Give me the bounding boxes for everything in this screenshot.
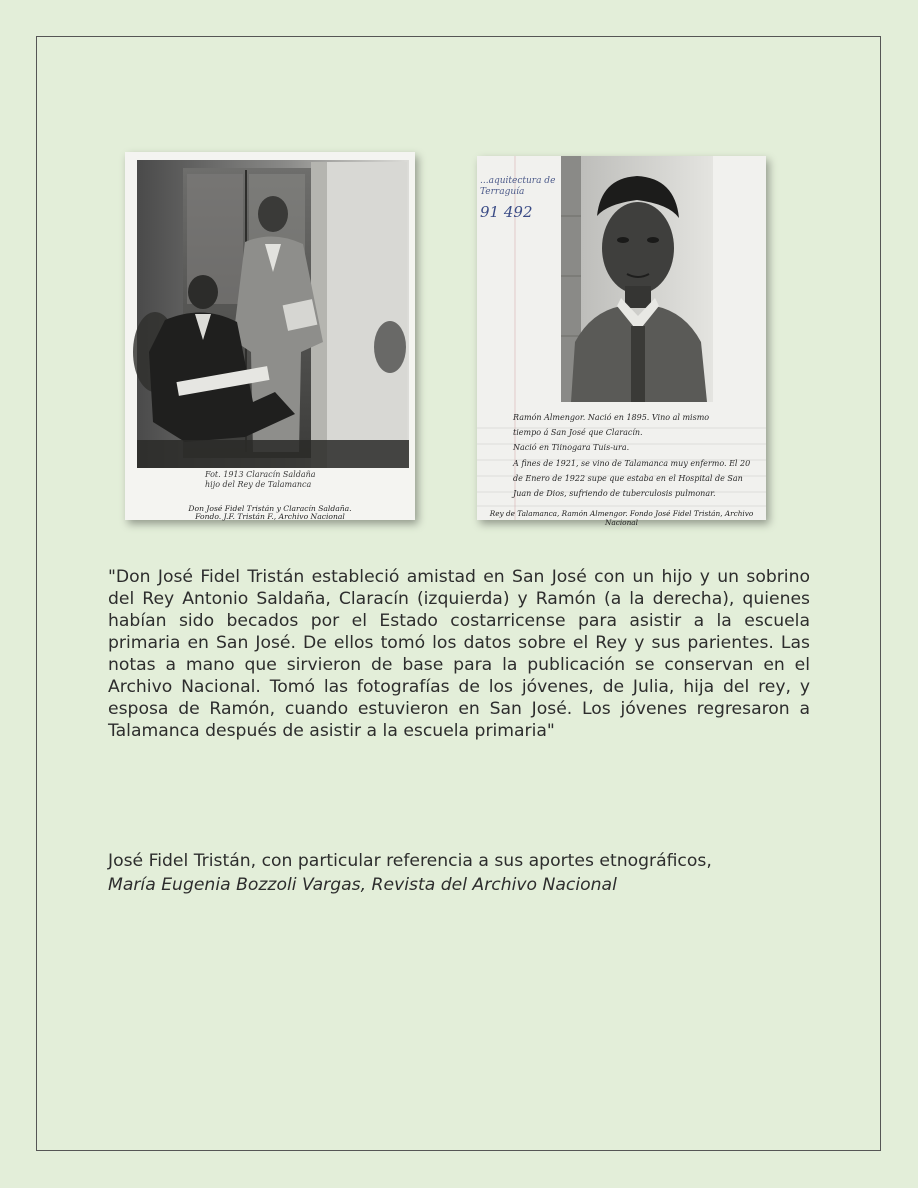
source-title: José Fidel Tristán, con particular referencia a sus aportes etnográficos, bbox=[108, 851, 712, 871]
catalog-number: 91 492 bbox=[480, 203, 533, 221]
photo-claracin-and-tristan bbox=[125, 152, 415, 520]
photograph-two-men bbox=[125, 152, 415, 520]
photo-caption-line: Fondo. J.F. Tristán F., Archivo Nacional bbox=[195, 512, 345, 521]
photo-caption-line: Don José Fidel Tristán y Claracín Saldaña. bbox=[188, 504, 352, 513]
quote-paragraph: "Don José Fidel Tristán estableció amistad en San José con un hijo y un sobrino del Rey Antonio Saldaña, Claracín (izquierda) y Ramón (a la derecha), quienes habían sido becados por el Estado costarricense para asistir a la escuela primaria en San José. De ellos tomó los datos sobre el Rey y sus parientes. Las notas a mano que sirvieron de base para la publicación se conservan en el Archivo Nacional. Tomó las fotografías de los jóvenes, de Julia, hija del rey, y esposa de Ramón, cuando estuvieron en San José. Los jóvenes regresaron a Talamanca después de asistir a la escuela primaria" bbox=[108, 567, 810, 741]
source-author: María Eugenia Bozzoli Vargas, Revista del Archivo Nacional bbox=[108, 875, 617, 895]
photo-ramon-almengor bbox=[477, 156, 766, 527]
photo-caption-line: Rey de Talamanca, Ramón Almengor. Fondo José Fidel Tristán, Archivo Nacional bbox=[489, 509, 754, 527]
photograph-young-man-portrait bbox=[561, 156, 713, 402]
handwritten-notes: Ramón Almengor. Nació en 1895. Vino al mismo tiempo á San José que Claracín. Nació en Tiinogara Tuis-ura. A fines de 1921, se vino de Talamanca muy enfermo. El 20 de Enero de 1922 supe que estaba en el Hospital de San Juan de Dios, sufriendo de tuberculosis pulmonar. bbox=[513, 413, 751, 499]
corner-note: ...aquitectura de Terraguía bbox=[480, 176, 556, 197]
photo-inscription: Fot. 1913 Claracín Saldaña hijo del Rey de Talamanca bbox=[205, 470, 316, 489]
